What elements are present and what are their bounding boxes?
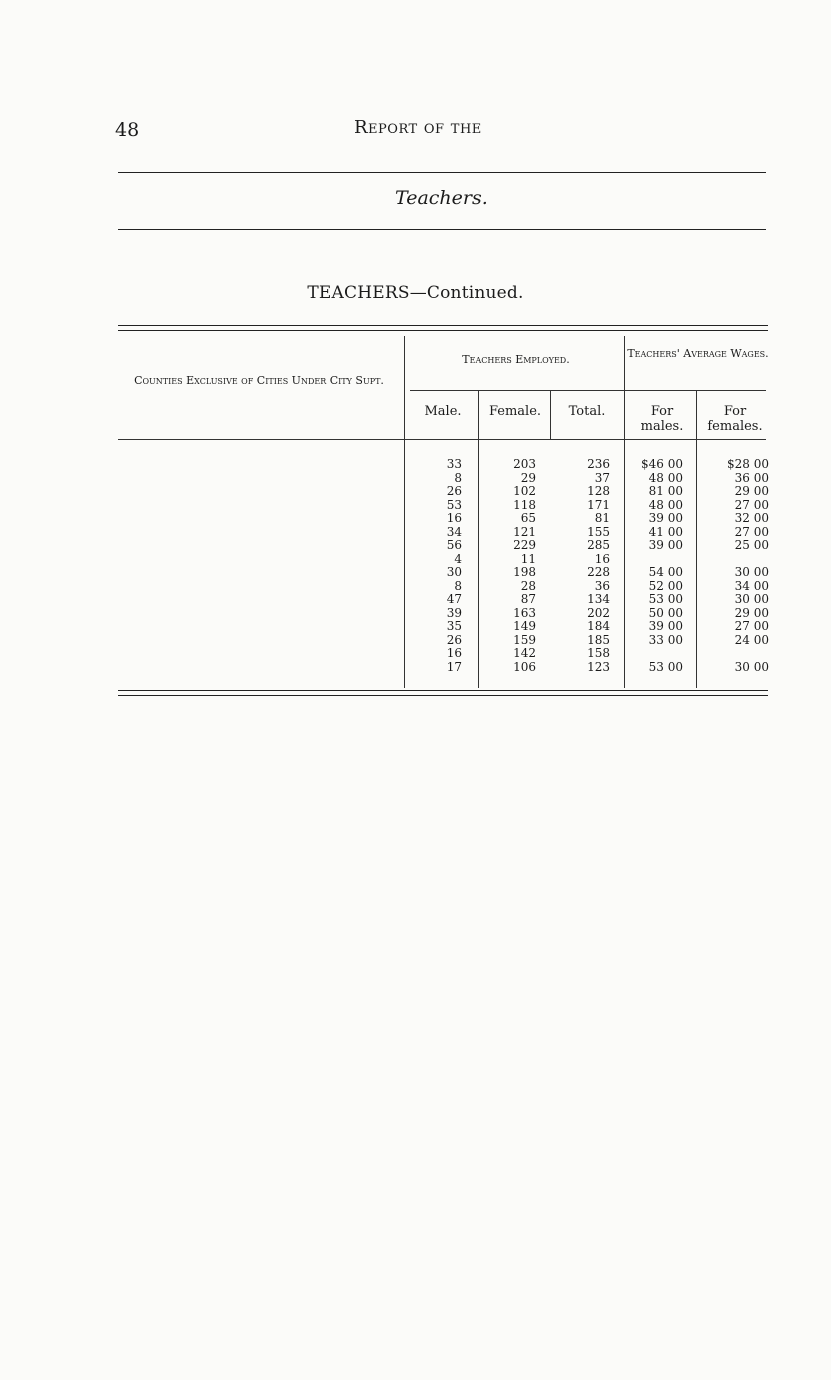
female-cell: 65 <box>520 511 536 525</box>
total-cell: 158 <box>587 646 610 660</box>
total-cell: 171 <box>587 497 610 512</box>
section-title: Teachers. <box>395 187 488 209</box>
for-males-header: For males. <box>640 404 684 434</box>
female-cell: 102 <box>513 484 536 498</box>
page-number: 48 <box>115 119 140 141</box>
total-cell: 81 <box>594 511 610 525</box>
male-cell: 8 <box>454 470 462 485</box>
wage-males-cell: 52 00 <box>648 578 683 593</box>
average-wages-header: Teachers' Average Wages. <box>627 347 769 360</box>
male-cell: 26 <box>446 632 462 647</box>
teachers-employed-header: Teachers Employed. <box>462 353 570 366</box>
wage-females-cell: 30 00 <box>734 565 769 579</box>
table-row <box>0 607 831 621</box>
wage-females-cell: 36 00 <box>734 470 769 485</box>
wage-males-cell: 48 00 <box>648 470 683 485</box>
table-row <box>0 539 831 553</box>
female-cell: 159 <box>513 632 536 647</box>
header-bottom-rule <box>118 439 766 440</box>
female-cell: 203 <box>513 457 536 471</box>
header-group-rule <box>410 390 766 391</box>
wage-males-cell: 48 00 <box>648 497 683 512</box>
wage-males-cell: 39 00 <box>648 538 683 552</box>
table-row <box>0 566 831 580</box>
table-row <box>0 661 831 675</box>
total-cell: 37 <box>594 470 610 485</box>
female-cell: 29 <box>520 470 536 485</box>
female-header: Female. <box>488 404 542 419</box>
total-cell: 128 <box>587 484 610 498</box>
table-bottom-double-rule <box>118 690 768 696</box>
total-cell: 228 <box>587 565 610 579</box>
county-header: Counties Exclusive of Cities Under City Supt. <box>134 374 384 387</box>
wage-males-cell: 53 00 <box>648 592 683 606</box>
table-row <box>0 458 831 472</box>
wage-females-cell: 24 00 <box>734 632 769 647</box>
total-cell: 184 <box>587 619 610 633</box>
table-row <box>0 526 831 540</box>
male-cell: 56 <box>446 538 462 552</box>
section-rule <box>118 229 766 230</box>
female-cell: 121 <box>513 524 536 539</box>
female-cell: 87 <box>520 592 536 606</box>
wage-males-cell: 53 00 <box>648 659 683 674</box>
wage-females-cell: 30 00 <box>734 659 769 674</box>
table-row <box>0 580 831 594</box>
female-cell: 106 <box>513 659 536 674</box>
male-cell: 16 <box>446 511 462 525</box>
wage-females-cell: 27 00 <box>734 497 769 512</box>
female-cell: 149 <box>513 619 536 633</box>
wage-females-cell: 27 00 <box>734 619 769 633</box>
wage-males-cell: 39 00 <box>648 511 683 525</box>
total-cell: 123 <box>587 659 610 674</box>
table-row <box>0 647 831 661</box>
wage-males-cell: 41 00 <box>648 524 683 539</box>
table-row <box>0 472 831 486</box>
wage-females-cell: 32 00 <box>734 511 769 525</box>
male-cell: 47 <box>446 592 462 606</box>
female-cell: 142 <box>513 646 536 660</box>
wage-females-cell: 27 00 <box>734 524 769 539</box>
male-cell: 35 <box>446 619 462 633</box>
total-cell: 16 <box>594 551 610 566</box>
total-cell: 185 <box>587 632 610 647</box>
wage-females-cell: 29 00 <box>734 605 769 620</box>
wage-females-cell: 34 00 <box>734 578 769 593</box>
female-cell: 11 <box>520 551 536 566</box>
total-header: Total. <box>568 404 606 419</box>
table-row <box>0 593 831 607</box>
wage-males-cell: 81 00 <box>648 484 683 498</box>
table-row <box>0 499 831 513</box>
male-cell: 33 <box>446 457 462 471</box>
table-top-double-rule <box>118 325 768 331</box>
total-cell: 134 <box>587 592 610 606</box>
table-title: TEACHERS—Continued. <box>307 283 524 303</box>
male-cell: 17 <box>446 659 462 674</box>
male-cell: 16 <box>446 646 462 660</box>
wage-females-cell: 30 00 <box>734 592 769 606</box>
female-cell: 28 <box>520 578 536 593</box>
male-cell: 34 <box>446 524 462 539</box>
col-divider-female <box>550 391 551 439</box>
female-cell: 229 <box>513 538 536 552</box>
wage-males-cell: 54 00 <box>648 565 683 579</box>
male-cell: 53 <box>446 497 462 512</box>
wage-females-cell: 25 00 <box>734 538 769 552</box>
table-row <box>0 620 831 634</box>
total-cell: 236 <box>587 457 610 471</box>
wage-females-cell: $28 00 <box>727 457 769 471</box>
wage-males-cell: 39 00 <box>648 619 683 633</box>
running-head: Report of the <box>354 117 482 138</box>
top-rule <box>118 172 766 173</box>
wage-males-cell: 33 00 <box>648 632 683 647</box>
female-cell: 118 <box>513 497 536 512</box>
table-row <box>0 485 831 499</box>
male-header: Male. <box>424 404 462 419</box>
total-cell: 36 <box>594 578 610 593</box>
female-cell: 198 <box>513 565 536 579</box>
table-row <box>0 634 831 648</box>
total-cell: 155 <box>587 524 610 539</box>
total-cell: 285 <box>587 538 610 552</box>
male-cell: 4 <box>454 551 462 566</box>
wage-males-cell: $46 00 <box>641 457 683 471</box>
table-row <box>0 512 831 526</box>
female-cell: 163 <box>513 605 536 620</box>
male-cell: 8 <box>454 578 462 593</box>
for-females-header: For females. <box>707 404 763 434</box>
male-cell: 26 <box>446 484 462 498</box>
table-row <box>0 553 831 567</box>
table-body <box>0 458 831 674</box>
total-cell: 202 <box>587 605 610 620</box>
wage-males-cell: 50 00 <box>648 605 683 620</box>
wage-females-cell: 29 00 <box>734 484 769 498</box>
male-cell: 39 <box>446 605 462 620</box>
male-cell: 30 <box>446 565 462 579</box>
